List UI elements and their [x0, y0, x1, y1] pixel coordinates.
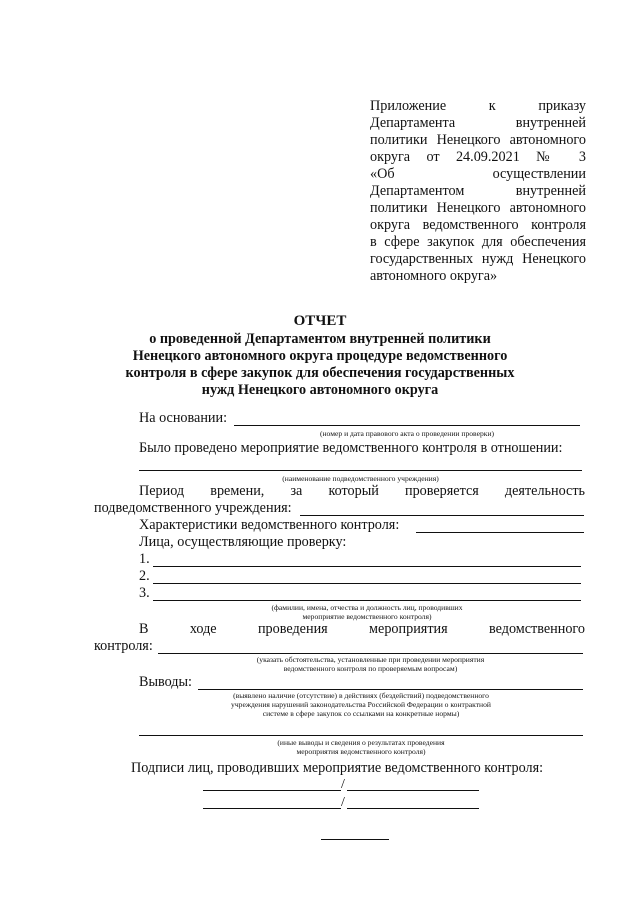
- during-field[interactable]: [158, 653, 583, 654]
- characteristics-field[interactable]: [416, 532, 584, 533]
- signature-field-1[interactable]: [203, 790, 341, 791]
- signatures-label: Подписи лиц, проводивших мероприятие ведомственного контроля:: [131, 760, 544, 776]
- during-caption-line-1: (указать обстоятельства, установленные при проведении мероприятия: [256, 655, 485, 664]
- person-number: 1.: [139, 551, 150, 567]
- other-caption-line-2: мероприятия ведомственного контроля): [296, 747, 426, 756]
- persons-label: Лица, осуществляющие проверку:: [139, 534, 347, 550]
- page-title: ОТЧЕТ: [293, 313, 347, 329]
- basis-label: На основании:: [139, 410, 228, 426]
- report-subtitle-line: Ненецкого автономного округа процедуре ведомственного: [132, 348, 508, 364]
- period-field[interactable]: [300, 515, 584, 516]
- signature-slash: /: [341, 795, 345, 810]
- report-subtitle-line: нужд Ненецкого автономного округа: [201, 382, 439, 398]
- appendix-line: автономного округа»: [370, 268, 498, 284]
- person-number: 2.: [139, 568, 150, 584]
- during-caption-line-2: ведомственного контроля по проверяемым вопросам): [283, 664, 458, 673]
- conclusions-field[interactable]: [198, 689, 583, 690]
- appendix-line: Департаментом внутренней: [370, 183, 586, 199]
- conclusions-label: Выводы:: [139, 674, 192, 690]
- signature-slash: /: [341, 777, 345, 792]
- conclusions-caption-line-2: учреждения нарушений законодательства Российской Федерации о контрактной: [231, 700, 491, 709]
- appendix-line: Департамента внутренней: [370, 115, 586, 131]
- basis-caption: (номер и дата правового акта о проведении проверки): [319, 429, 495, 438]
- closing-divider: [321, 839, 389, 840]
- during-line-2: контроля:: [94, 638, 153, 654]
- signature-field-2[interactable]: [203, 808, 341, 809]
- appendix-line: округа от 24.09.2021 № 3: [370, 149, 586, 165]
- appendix-line: государственных нужд Ненецкого: [370, 251, 586, 267]
- persons-caption-line-2: мероприятие ведомственного контроля): [302, 612, 432, 621]
- appendix-line: в сфере закупок для обеспечения: [370, 234, 586, 250]
- institution-field[interactable]: [139, 470, 582, 471]
- conclusions-caption-line-3: системе в сфере закупок со ссылками на конкретные нормы): [262, 709, 460, 718]
- report-subtitle-line: о проведенной Департаментом внутренней политики: [149, 331, 491, 347]
- person-field-2[interactable]: [153, 583, 581, 584]
- period-line-1: Период времени, за который проверяется деятельность: [139, 483, 585, 499]
- person-number: 3.: [139, 585, 150, 601]
- during-line-1: В ходе проведения мероприятия ведомственного: [139, 621, 585, 637]
- person-field-3[interactable]: [153, 600, 581, 601]
- report-subtitle-line: контроля в сфере закупок для обеспечения государственных: [125, 365, 515, 381]
- appendix-line: политики Ненецкого автономного: [370, 200, 586, 216]
- institution-caption: (наименование подведомственного учреждения): [282, 474, 439, 483]
- persons-caption-line-1: (фамилии, имена, отчества и должность лиц, проводивших: [271, 603, 463, 612]
- signature-name-field-1[interactable]: [347, 790, 479, 791]
- other-conclusions-field[interactable]: [139, 735, 583, 736]
- appendix-line: округа ведомственного контроля: [370, 217, 586, 233]
- conclusions-caption-line-1: (выявлено наличие (отсутствие) в действиях (бездействий) подведомственного: [233, 691, 489, 700]
- other-caption-line-1: (иные выводы и сведения о результатах проведения: [277, 738, 445, 747]
- appendix-line: «Об осуществлении: [370, 166, 586, 182]
- appendix-line: политики Ненецкого автономного: [370, 132, 586, 148]
- period-line-2: подведомственного учреждения:: [94, 500, 292, 516]
- characteristics-label: Характеристики ведомственного контроля:: [139, 517, 400, 533]
- signature-name-field-2[interactable]: [347, 808, 479, 809]
- person-field-1[interactable]: [153, 566, 581, 567]
- appendix-line: Приложение к приказу: [370, 98, 586, 114]
- basis-field[interactable]: [234, 425, 580, 426]
- held-label: Было проведено мероприятие ведомственного контроля в отношении:: [139, 440, 563, 456]
